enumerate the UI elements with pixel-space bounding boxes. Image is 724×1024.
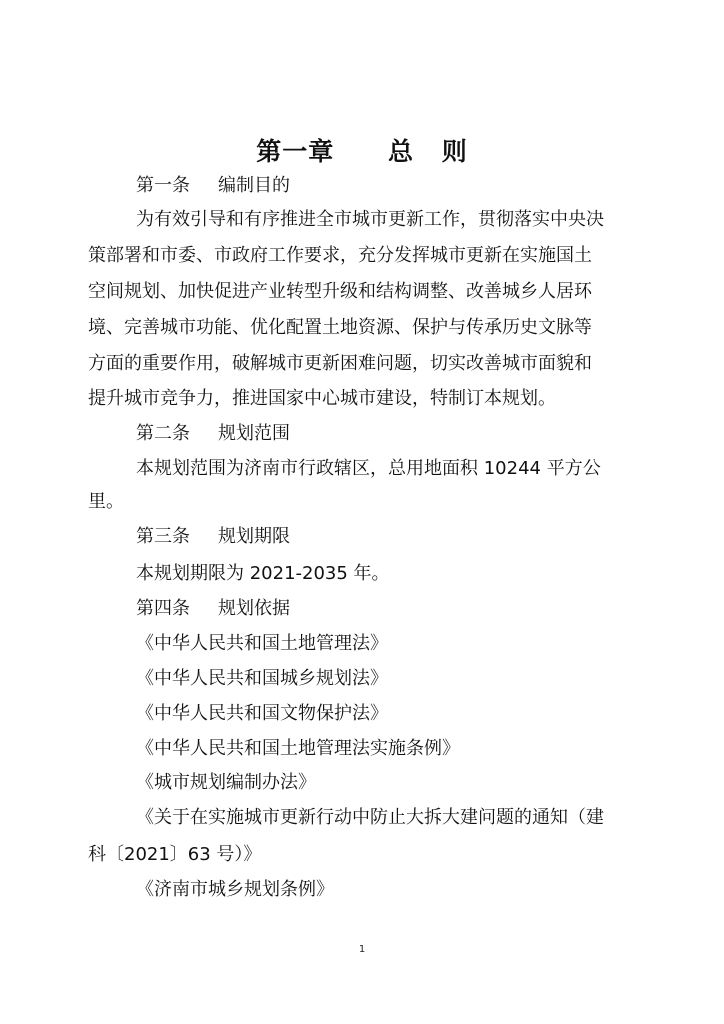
- law-reference-5: 《城市规划编制办法》: [136, 772, 316, 793]
- chapter-title: 第一章 总 则: [256, 137, 468, 166]
- page-number: 1: [358, 944, 366, 955]
- article-1-line-3: 空间规划、加快促进产业转型升级和结构调整、改善城乡人居环: [88, 281, 592, 302]
- article-4-heading: [136, 597, 696, 621]
- article-3-line-1: 本规划期限为 2021-2035 年。: [136, 563, 390, 584]
- law-reference-4: 《中华人民共和国土地管理法实施条例》: [136, 738, 460, 759]
- law-reference-6-cont: 科〔2021〕63 号）》: [88, 844, 262, 865]
- article-1-name: 编制目的: [218, 175, 290, 196]
- law-reference-7: 《济南市城乡规划条例》: [136, 879, 334, 900]
- article-3-name: 规划期限: [218, 526, 290, 547]
- article-1-line-4: 境、完善城市功能、优化配置土地资源、保护与传承历史文脉等: [88, 317, 592, 338]
- law-reference-6: 《关于在实施城市更新行动中防止大拆大建问题的通知（建: [136, 807, 604, 828]
- article-2-name: 规划范围: [218, 423, 290, 444]
- article-1-line-5: 方面的重要作用，破解城市更新困难问题，切实改善城市面貌和: [88, 353, 592, 374]
- law-reference-3: 《中华人民共和国文物保护法》: [136, 703, 388, 724]
- article-2-number: 第二条: [136, 423, 190, 444]
- article-1-line-6: 提升城市竞争力，推进国家中心城市建设，特制订本规划。: [88, 388, 556, 409]
- law-reference-2: 《中华人民共和国城乡规划法》: [136, 668, 388, 689]
- article-3-number: 第三条: [136, 526, 190, 547]
- article-4-number: 第四条: [136, 598, 190, 619]
- article-1-line-1: 为有效引导和有序推进全市城市更新工作，贯彻落实中央决: [136, 209, 604, 230]
- article-3-heading: [136, 525, 696, 549]
- article-1-number: 第一条: [136, 175, 190, 196]
- article-2-line-2: 里。: [88, 491, 124, 512]
- article-2-line-1: 本规划范围为济南市行政辖区，总用地面积 10244 平方公: [136, 458, 601, 479]
- article-1-line-2: 策部署和市委、市政府工作要求，充分发挥城市更新在实施国土: [88, 245, 592, 266]
- article-2-heading: [136, 422, 696, 446]
- article-1-heading: [136, 174, 696, 198]
- article-4-name: 规划依据: [218, 598, 290, 619]
- law-reference-1: 《中华人民共和国土地管理法》: [136, 633, 388, 654]
